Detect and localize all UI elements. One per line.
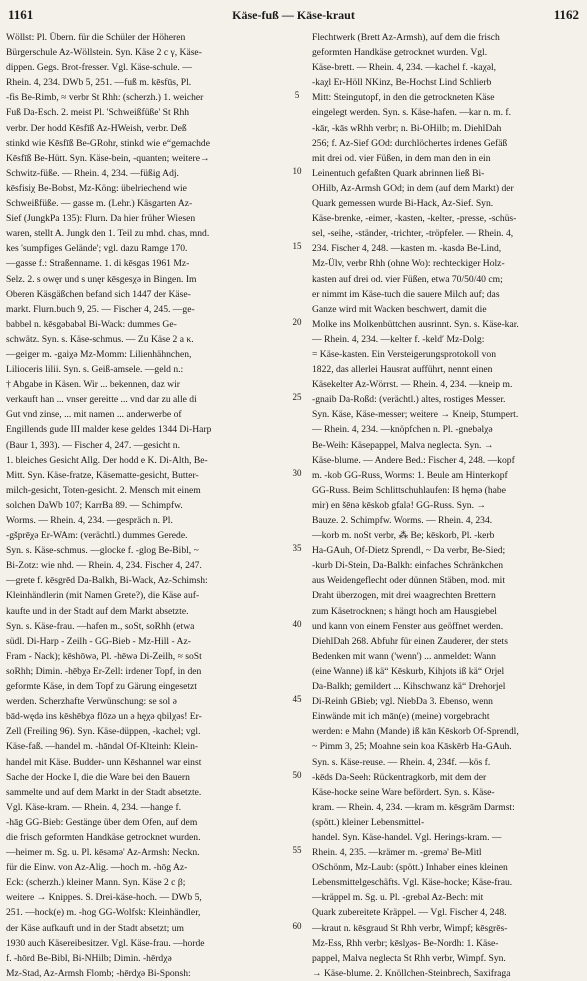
line-number-gutter: [284, 30, 310, 931]
text-line: Lilioceris lilii. Syn. s. Geiß-amsele. —geld n.:: [6, 364, 184, 376]
text-line: m. -kob GG-Russ, Worms: 1. Beule am Hinterkopf: [312, 469, 508, 481]
text-line: sammelte und auf dem Markt in der Stadt absetzte.: [6, 786, 202, 798]
text-line: -gnaib Da-Roßd: (verächtl.) altes, rostiges Messer.: [312, 394, 506, 406]
text-line: Eck: (scherzh.) kleiner Mann. Syn. Käse 2 c β;: [6, 877, 186, 889]
text-line: geformten Handkäse getrocknet wurden. Vgl.: [312, 47, 488, 59]
text-line: kes 'sumpfiges Gelände'; vgl. dazu Ramge 170.: [6, 243, 188, 255]
text-line: und kann von einem Fenster aus geöffnet werden.: [312, 620, 504, 632]
text-line: Syn. s. Käse-frau. —hafen m., soSt, soRhh (etwa: [6, 620, 195, 632]
text-line: 256; f. Az-Sief GOd: durchlöchertes irdenes Gefäß: [312, 137, 508, 149]
text-line: Schwitz-füße. — Rhein. 4, 234. —füßig Adj.: [6, 167, 179, 179]
text-line: Worms. — Rhein. 4, 234. —gespräch n. Pl.: [6, 515, 173, 526]
text-line: kasten auf drei od. vier Füßen, etwa 70/50/40 cm;: [312, 273, 503, 285]
line-number: 20: [292, 316, 302, 327]
text-line: solchen DaWb 107; KarrBa 89. — Schimpfw.: [6, 499, 183, 511]
text-line: stinkd wie Kēsfīß Be-GRohr, stinkd wie e“gemachde: [6, 137, 210, 149]
text-line: Draht überzogen, mit drei waagrechten Brettern: [312, 590, 496, 602]
line-number: 40: [292, 618, 302, 629]
text-line: Sache der Hocke I, die die Ware bei den Bauern: [6, 771, 190, 783]
text-line: — Rhein. 4, 234. —kelter f. -keld′ Mz-Dolg:: [312, 333, 485, 345]
text-line: handel mit Käse. Budder- unn Kēshannel war einst: [6, 756, 202, 768]
text-line: Fram - Nack); kēshōwə, Pl. -hēwə Di-Zeilh, ≈ soSt: [6, 650, 202, 662]
running-title: Käse-fuß — Käse-kraut: [232, 7, 355, 22]
text-line: der Käse aufkauft und in der Stadt absetzt; um: [6, 922, 184, 934]
text-line: Käse-hocke seine Ware befördert. Syn. s. Käse-: [312, 786, 495, 798]
text-line: -kurb Di-Stein, Da-Balkh: einfaches Schränkchen: [312, 560, 504, 572]
text-line: er nimmt im Käse-tuch die sauere Milch auf; das: [312, 288, 500, 300]
text-line: Lebensmittelgeschäfts. Vgl. Käse-hocke; Käse-frau.: [312, 877, 513, 889]
right-column: [312, 30, 582, 979]
text-line: -kēds Da-Seeh: Rückentragkorb, mit dem der: [312, 771, 487, 783]
text-line: dippen. Gegs. Brot-fresser. Vgl. Käse-schule. —: [6, 62, 192, 74]
text-line: Mz-Ess, Rhh verbr; kēslχəs- Be-Nordh: 1. Käse-: [312, 937, 499, 949]
text-line: Käse-blume. — Andere Bed.: Fischer 4, 248. —kopf: [312, 454, 515, 466]
line-number: 55: [292, 845, 302, 856]
text-line: —gasse f.: Straßenname. 1. di kēsgas 1961 Mz-: [6, 258, 190, 270]
text-line: werden: e Mahn (Mande) iß kān Kēskorb Of-Sprendl,: [312, 726, 519, 738]
text-line: verbr. Der hodd Kēsfīß Az-HWeish, verbr. Deß: [6, 122, 187, 134]
text-line: Schweißfüße. — gasse m. (Lehr.) Käsgarten Az-: [6, 198, 193, 210]
text-line: Wöllst: Pl. Übern. für die Schüler der Höheren: [6, 32, 186, 43]
text-line: Engillends gude III malder kese geldes 1344 Di-Harp: [6, 424, 212, 436]
text-line: Mz-Stad, Az-Armsh Flomb; -hērdχə Bi-Sponsh:: [6, 967, 191, 979]
text-line: DiehlDah 268. Abfuhr für einen Zauderer, der stets: [312, 635, 508, 647]
text-line: Einwände mit ich mān(e) (meine) vorgebracht: [312, 711, 490, 723]
text-line: Molke ins Molkenbüttchen ausrinnt. Syn. s. Käse-kar.: [312, 318, 519, 330]
text-line: Bauze. 2. Schimpfw. Worms. — Rhein. 4, 234.: [312, 515, 493, 526]
text-line: 1930 auch Käsereibesitzer. Vgl. Käse-frau. —horde: [6, 937, 205, 949]
text-line: Vgl. Käse-kram. — Rhein. 4, 234. —hange f.: [6, 801, 182, 813]
text-line: 251. —hock(e) m. -hog GG-Wolfsk: Kleinhändler,: [6, 907, 201, 919]
text-line: pappel, Malva neglecta St Rhh verbr, Wimpf. Syn.: [312, 952, 506, 964]
text-line: (Baur 1, 393). — Fischer 4, 247. —gesicht n.: [6, 439, 180, 451]
line-number: 60: [292, 920, 302, 931]
text-line: die frisch geformten Handkäse getrocknet wurden.: [6, 831, 201, 843]
text-line: (eine Wanne) iß kä“ Kēskurb, Kihjots iß kä“ Orjel: [312, 665, 505, 677]
text-line: Mz-Ülv, verbr Rhh (ohne Wo): rechteckiger Holz-: [312, 258, 505, 270]
text-line: Be-Weih: Käsepappel, Malva neglecta. Syn. →: [312, 439, 494, 451]
text-line: weitere → Knippes. S. Drei-käse-hoch. — DWb 5,: [6, 892, 202, 904]
text-line: Syn. Käse, Käse-messer; weitere → Kneip, Stumpert.: [312, 409, 519, 421]
text-line: —geiger m. -gaiχə Mz-Momm: Lilienhähnchen,: [6, 348, 192, 360]
text-line: -fis Be-Rimb, ≈ verbr St Rhh: (scherzh.) 1. weicher: [6, 92, 204, 104]
text-line: babbel n. kēsgəbabəl Bi-Wack: dummes Ge-: [6, 318, 177, 330]
text-line: Mitt. Syn. Käse-fratze, Käsematte-gesicht, Butter-: [6, 469, 199, 481]
text-line: aus Weidengeflecht oder dünnen Stäben, mod. mit: [312, 575, 506, 587]
text-line: GG-Russ. Beim Schlittschuhlaufen: Iš hęmə (habe: [312, 484, 506, 496]
text-line: Fuß Da-Esch. 2. meist Pl. 'Schweißfüße' St Rhh: [6, 107, 190, 119]
text-line: Da-Balkh; gemildert ... Kihschwanz kä“ Drehorjel: [312, 681, 506, 693]
text-line: Bürgerschule Az-Wöllstein. Syn. Käse 2 c γ, Käse-: [6, 47, 202, 59]
text-line: ~ Pimm 3, 25; Moahne sein koa Kāskērb Ha-GAuh.: [312, 741, 512, 753]
line-number: 10: [292, 165, 302, 176]
text-line: —kraut n. kēsgraud St Rhh verbr, Wimpf; kēsgrēs-: [312, 922, 508, 934]
text-line: geformte Käse, in dem Topf zu Gärung eingesetzt: [6, 681, 197, 693]
text-line: werden. Scherzhafte Verwünschung: se sol ə: [6, 696, 177, 708]
text-line: Kēsfīß Be-Hütt. Syn. Käse-bein, -quanten; weitere→: [6, 152, 210, 164]
text-line: Käse-brett. — Rhein. 4, 234. —kachel f. -kaχəl,: [312, 62, 497, 74]
text-line: Quark gemessen wurde Bi-Hack, Az-Sief. Syn.: [312, 198, 494, 210]
text-line: zum Käsetrocknen; s hängt hoch am Hausgiebel: [312, 605, 497, 617]
text-line: schwätz. Syn. s. Käse-schmus. — Zu Käse 2 a κ.: [6, 333, 194, 345]
text-line: -kaχl Er-Höll NKinz, Be-Hochst Lind Schlierb: [312, 77, 492, 89]
text-line: Kleinhändlerin (mit Namen Grete?), die Käse auf-: [6, 590, 200, 602]
page-number-right: 1162: [553, 7, 579, 22]
text-line: → Käse-blume. 2. Knöllchen-Steinbrech, Saxifraga: [312, 967, 511, 979]
text-line: —heimer m. Sg. u. Pl. kēsəmə' Az-Armsh: Neckn.: [6, 847, 200, 859]
text-line: Gut vnd zinse, ... mit namen ... anderwerbe of: [6, 409, 182, 421]
text-line: = Käse-kasten. Ein Versteigerungsprotokoll von: [312, 348, 497, 360]
text-line: südl. Di-Harp - Zeilh - GG-Bieb - Mz-Hill - Az-: [6, 635, 191, 647]
line-number: 25: [292, 392, 302, 403]
text-line: bād-wędə ins kēshēbχə flōzə un ə hęχə qbilχəs! Er-: [6, 711, 202, 723]
text-line: OHilb, Az-Armsh GOd; in dem (auf dem Markt) der: [312, 182, 514, 194]
line-number: 45: [292, 694, 302, 705]
text-line: f. -hōrd Be-Bibl, Bi-NHilb; Dimin. -hērdχə: [6, 952, 172, 964]
text-line: soRhh; Dimin. -hēbχə Er-Zell: irdener Topf, in den: [6, 665, 202, 677]
text-line: Käse-faß. —handel m. -hāndəl Of-Klteinh: Klein-: [6, 741, 199, 753]
text-line: Mitt: Steingutopf, in den die getrockneten Käse: [312, 92, 495, 104]
text-line: Syn. s. Käse-reuse. — Rhein. 4, 234f. —kös f.: [312, 756, 491, 768]
text-line: — Rhein. 4, 234. —knöpfchen n. Pl. -gnebəlχə: [312, 424, 493, 436]
text-line: sel, -seihe, -ständer, -trichter, -tröpfeler. — Rhein. 4,: [312, 228, 514, 240]
line-number: 5: [294, 90, 300, 101]
text-line: Zell (Freiling 96). Syn. Käse-düppen, -kachel; vgl.: [6, 726, 201, 738]
text-line: (spött.) kleiner Lebensmittel-: [312, 816, 425, 828]
text-line: † Abgabe in Käsen. Wir ... bekennen, daz wir: [6, 379, 180, 391]
text-line: markt. Flurn.buch 9, 25. — Fischer 4, 245. —ge-: [6, 303, 195, 315]
text-line: eingelegt werden. Syn. s. Käse-hafen. —kar n. m. f.: [312, 107, 512, 119]
page-number-left: 1161: [8, 7, 34, 22]
text-line: Ha-GAuh, Of-Dietz Sprendl, ~ Da verbr, Be-Sied;: [312, 545, 506, 557]
text-line: -gšprēχə Er-WAm: (verächtl.) dummes Gerede.: [6, 530, 188, 542]
text-line: kram. — Rhein. 4, 234. —kram m. kēsgrām Darmst:: [312, 801, 515, 813]
text-line: handel. Syn. Käse-handel. Vgl. Herings-kram. —: [312, 831, 502, 843]
text-line: kaufte und in der Stadt auf dem Markt absetzte.: [6, 605, 189, 617]
text-line: milch-gesicht, Toten-gesicht. 2. Mensch mit einem: [6, 484, 201, 496]
text-line: Syn. s. Käse-schmus. —glocke f. -glog Be-Bibl, ~: [6, 545, 199, 557]
text-line: mit drei od. vier Füßen, in dem man den in ein: [312, 152, 491, 164]
text-line: waren, stellt A. Jungk den 1. Teil zu mhd. chas, mnd.: [6, 228, 210, 240]
text-line: Sief (JungkPa 135): Flurn. Da hier früher Wiesen: [6, 213, 196, 225]
text-line: kēsfisiχ Be-Bobst, Mz-Köng: übelriechend wie: [6, 182, 187, 194]
text-line: —grete f. kēsgrēd Da-Balkh, Bi-Wack, Az-Schimsh:: [6, 575, 208, 587]
text-line: Käse-brenke, -eimer, -kasten, -kelter, -presse, -schüs-: [312, 213, 517, 225]
text-line: für die Einw. von Az-Alig. —hoch m. -hōg Az-: [6, 862, 188, 874]
text-line: Ganze wird mit Wacken beschwert, damit die: [312, 303, 487, 315]
line-number: 50: [292, 769, 302, 780]
text-line: —kräppel m. Sg. u. Pl. -grebəl Az-Bech: mit: [312, 892, 484, 904]
text-line: Bedenken mit wann ('wenn') ... anmeldet: Wann: [312, 650, 496, 662]
text-line: verkauft han ... vnser gereitte ... vnd dar zu alle di: [6, 394, 197, 406]
text-line: -hāg GG-Bieb: Gestänge über dem Ofen, auf dem: [6, 816, 198, 828]
text-line: Flechtwerk (Brett Az-Armsh), auf dem die frisch: [312, 32, 500, 43]
text-line: Quark zubereitete Kräppel. — Vgl. Fischer 4, 248.: [312, 907, 507, 919]
line-number: 35: [292, 543, 302, 554]
text-line: —korb m. noSt verbr, ⁂ Be; kēskorb, Pl. -kerb: [312, 530, 495, 542]
text-line: OSchönm, Mz-Laub: (spött.) Inhaber eines kleinen: [312, 862, 508, 874]
line-number: 15: [292, 241, 302, 252]
text-line: Di-Reinh GBieb; vgl. NiebDa 3. Ebenso, wenn: [312, 696, 493, 708]
text-line: 1822, das allerlei Hausrat aufführt, nennt einen: [312, 364, 493, 376]
left-column: [6, 30, 282, 979]
text-line: Oberen Käsgäßchen befand sich 1447 der Käse-: [6, 288, 191, 300]
text-line: Bi-Zotz: wie nhd. — Rhein. 4, 234. Fischer 4, 247.: [6, 560, 202, 572]
text-line: 1. bleiches Gesicht Allg. Der hodd e K. Di-Alth, Be-: [6, 454, 208, 466]
text-line: Käsekelter Az-Wörrst. — Rhein. 4, 234. —kneip m.: [312, 379, 513, 391]
text-line: Rhein. 4, 234. DWb 5, 251. —fuß m. kēsfūs, Pl.: [6, 77, 192, 89]
text-line: Selz. 2. s owęr und s unęr kēsgesχə in Bingen. Im: [6, 273, 197, 285]
text-line: Rhein. 4, 235. —krämer m. -gremə' Be-Mitl: [312, 847, 482, 859]
text-line: Leinentuch gefaßten Quark abrinnen ließ Bi-: [312, 167, 485, 179]
line-number: 30: [292, 467, 302, 478]
text-line: mir) en šēnə kēskob gfalə! GG-Russ. Syn. →: [312, 499, 486, 511]
text-line: 234. Fischer 4, 248. —kasten m. -kasdə Be-Lind,: [312, 243, 502, 255]
page-header: [8, 4, 579, 26]
text-line: -kār, -kās wRhh verbr; n. Bi-OHilb; m. DiehlDah: [312, 122, 502, 134]
